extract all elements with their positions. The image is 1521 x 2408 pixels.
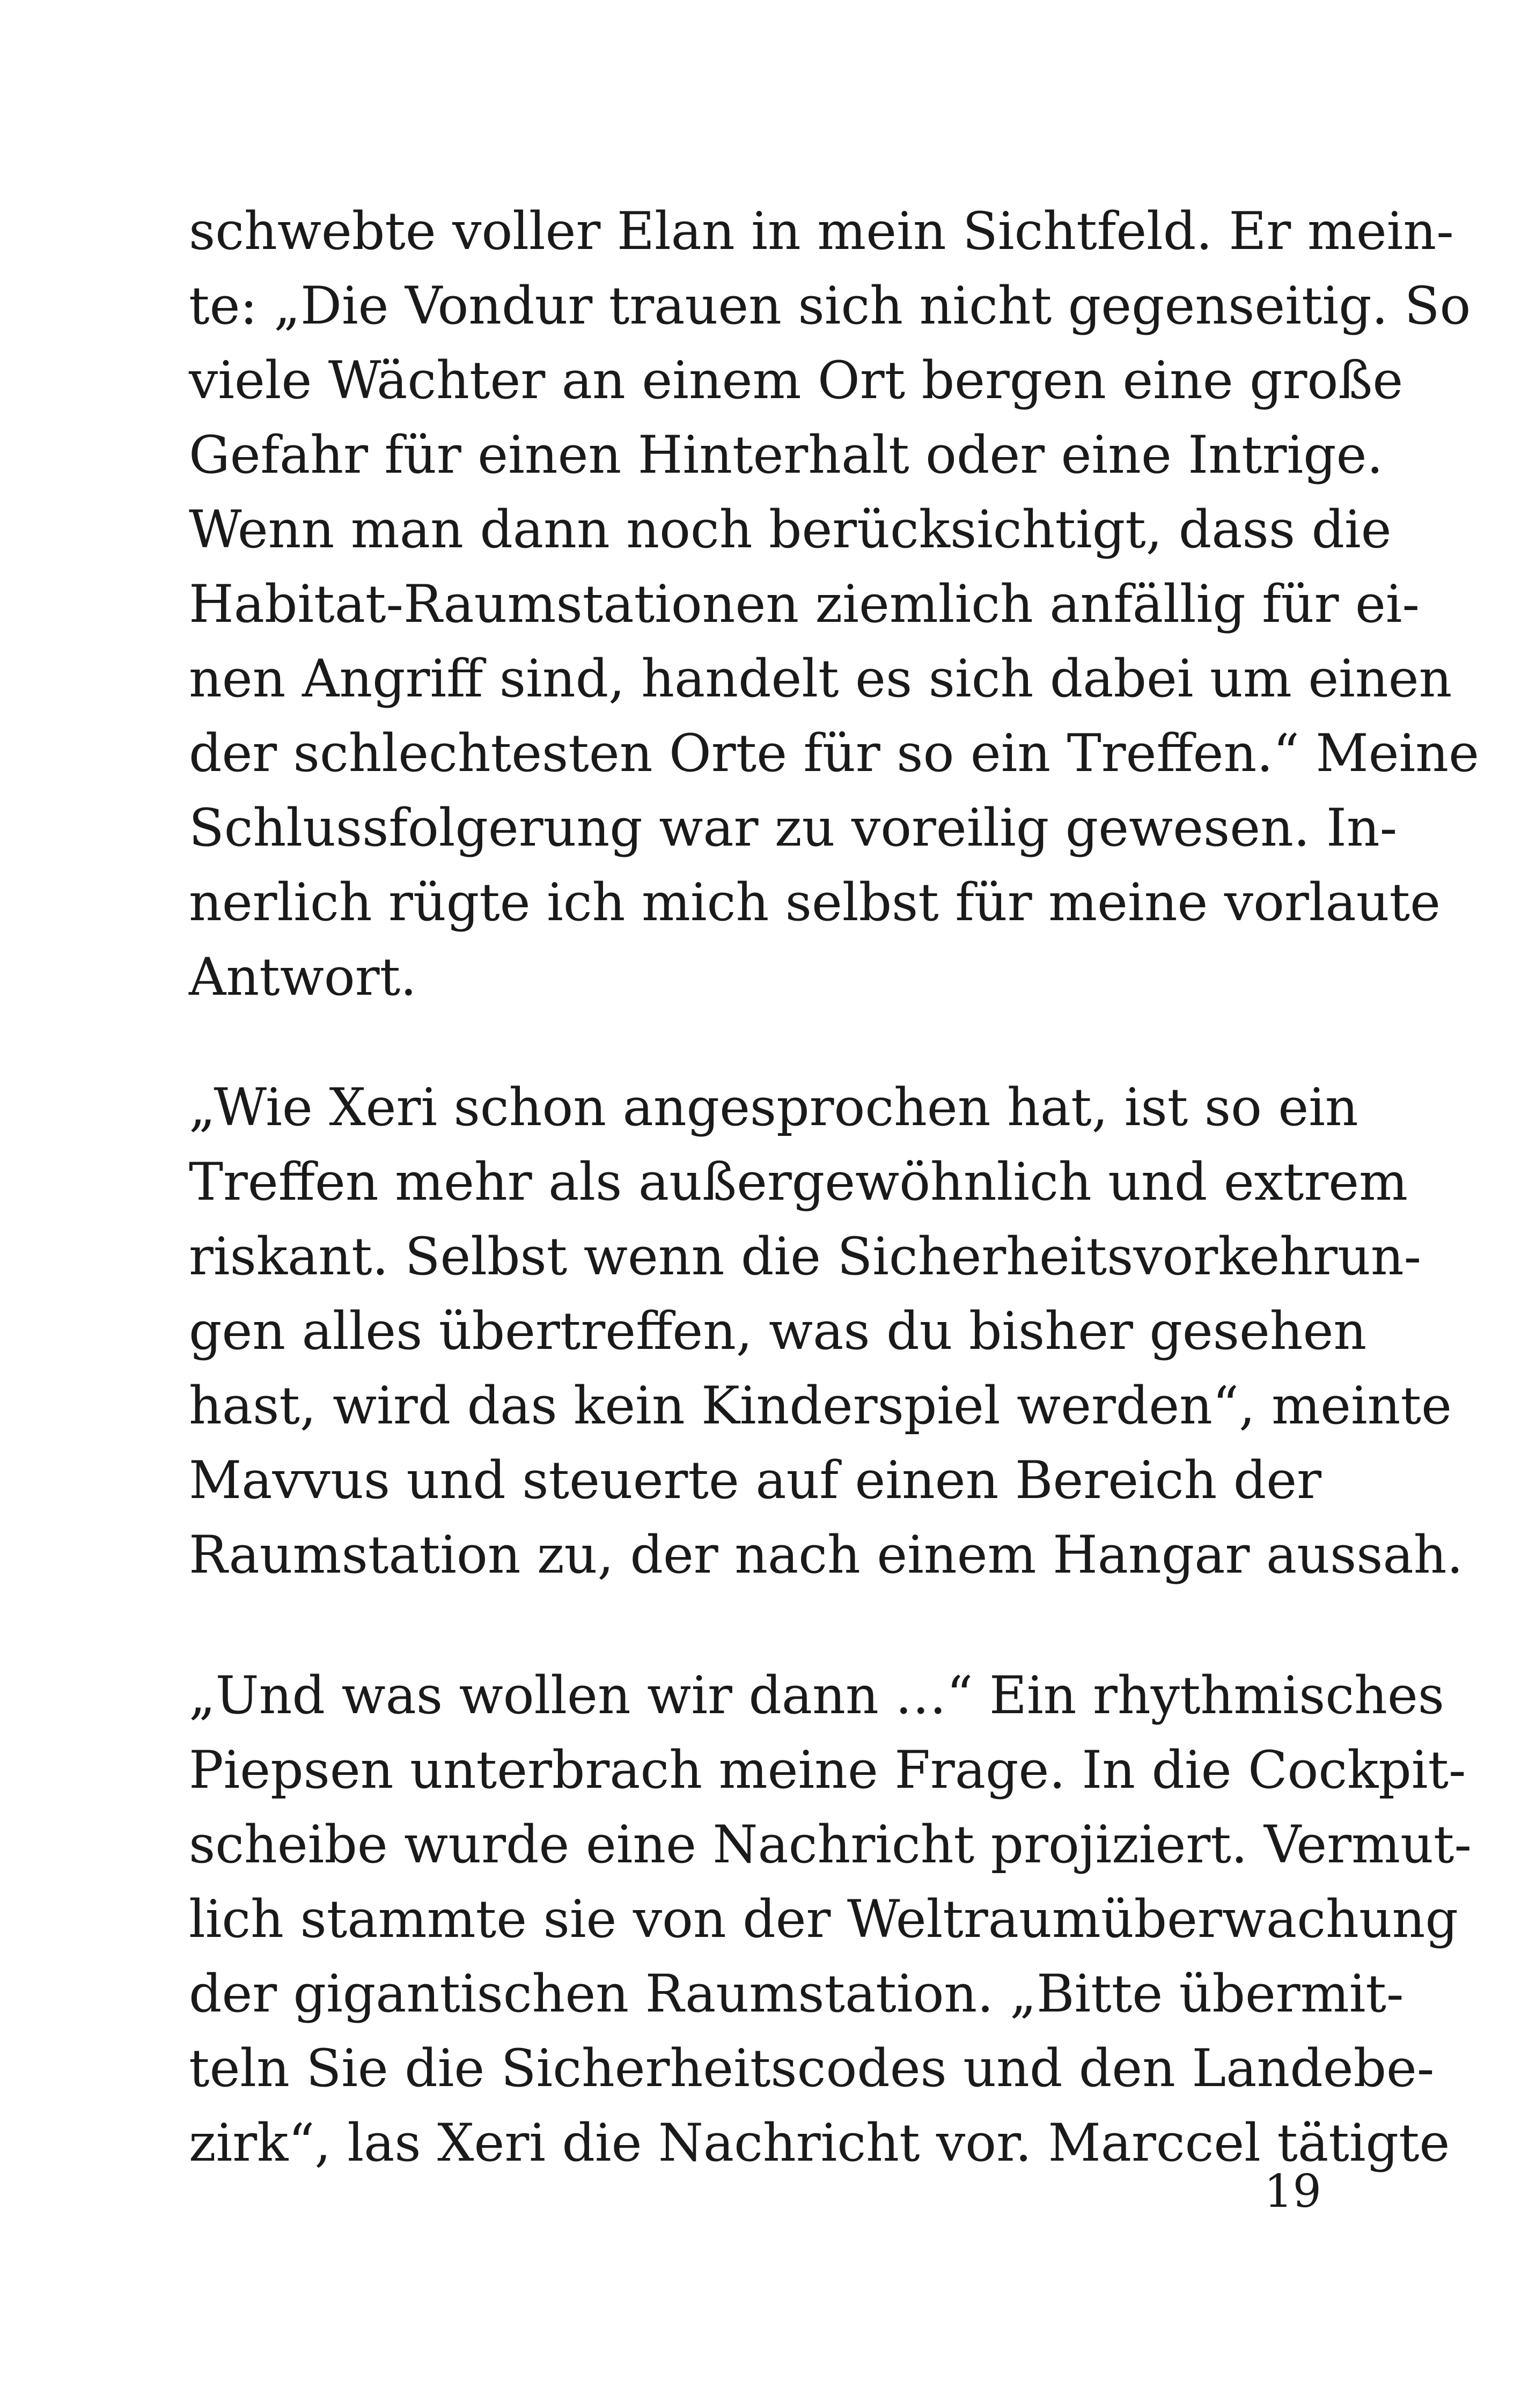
text-line: gen alles übertreffen, was du bisher gesehen [189,1301,1367,1361]
text-line: lich stammte sie von der Weltraumüberwachung [189,1889,1458,1949]
paragraph-3 [189,1658,1472,2181]
text-line: nen Angriff sind, handelt es sich dabei um einen [189,649,1452,709]
page-number: 19 [1264,2165,1321,2218]
text-line: Treffen mehr als außergewöhnlich und extrem [189,1152,1408,1212]
text-line: zirk“, las Xeri die Nachricht vor. Marccel tätigte [189,2113,1450,2173]
paragraph-2 [189,1070,1464,1592]
text-line: scheibe wurde eine Nachricht projiziert. Vermut- [189,1815,1472,1875]
text-line: der gigantischen Raumstation. „Bitte übermit- [189,1964,1404,2024]
text-line: Mavvus und steuerte auf einen Bereich der [189,1450,1321,1510]
text-line: der schlechtesten Orte für so ein Treffen.“ Meine [189,723,1479,783]
text-line: riskant. Selbst wenn die Sicherheitsvorkehrun- [189,1227,1422,1287]
text-line: Gefahr für einen Hinterhalt oder eine Intrige. [189,425,1383,485]
text-line: schwebte voller Elan in mein Sichtfeld. Er mein- [189,201,1454,261]
text-line: Piepsen unterbrach meine Frage. In die Cockpit- [189,1740,1466,1800]
text-line: viele Wächter an einem Ort bergen eine große [189,350,1404,410]
text-line: nerlich rügte ich mich selbst für meine vorlaute [189,872,1441,933]
text-line: Wenn man dann noch berücksichtigt, dass die [189,500,1392,560]
text-line: Antwort. [189,947,417,1007]
text-line: Schlussfolgerung war zu voreilig gewesen. In- [189,798,1398,858]
text-line: teln Sie die Sicherheitscodes und den Landebe- [189,2038,1435,2098]
text-line: „Wie Xeri schon angesprochen hat, ist so ein [189,1077,1358,1137]
text-line: Habitat-Raumstationen ziemlich anfällig für ei- [189,574,1420,634]
text-line: „Und was wollen wir dann …“ Ein rhythmisches [189,1665,1445,1726]
text-line: hast, wird das kein Kinderspiel werden“, meinte [189,1376,1452,1436]
paragraph-1 [189,194,1479,1015]
text-line: te: „Die Vondur trauen sich nicht gegenseitig. So [189,276,1471,336]
text-line: Raumstation zu, der nach einem Hangar aussah. [189,1525,1464,1585]
